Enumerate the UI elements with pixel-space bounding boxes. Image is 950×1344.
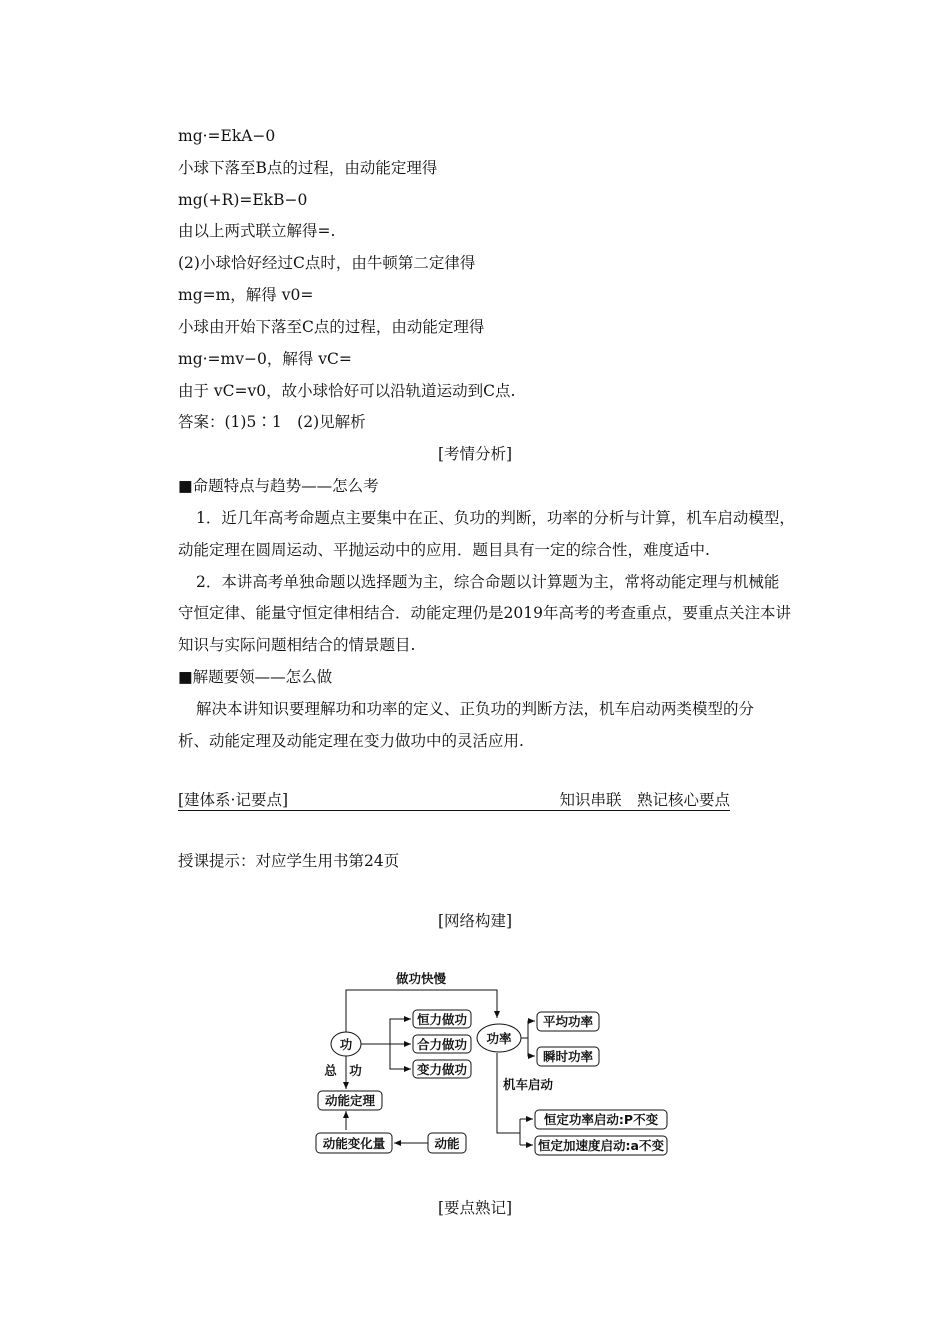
- solution-line-7: 小球由开始下落至C点的过程，由动能定理得: [178, 318, 485, 336]
- solution-line-2: 小球下落至B点的过程，由动能定理得: [178, 159, 438, 177]
- node-constant-force: 恒力做功: [416, 1012, 468, 1027]
- concept-diagram: [300, 960, 680, 1170]
- section-header-right: 知识串联 熟记核心要点: [559, 791, 730, 809]
- node-variable-force: 变力做功: [416, 1062, 468, 1077]
- analysis-title: [考情分析]: [437, 445, 513, 463]
- connector-average-power: [528, 1021, 535, 1038]
- solution-line-4: 由以上两式联立解得=.: [178, 222, 336, 240]
- solution-line-8: mg·=mv−0，解得 vC=: [178, 350, 352, 368]
- label-engine-start: 机车启动: [503, 1077, 554, 1092]
- solution-line-5: (2)小球恰好经过C点时，由牛顿第二定律得: [178, 254, 476, 272]
- trend-paragraph-1a: 1．近几年高考命题点主要集中在正、负功的判断，功率的分析与计算，机车启动模型，: [196, 509, 795, 527]
- lesson-hint: 授课提示：对应学生用书第24页: [178, 852, 400, 870]
- node-net-force: 合力做功: [416, 1037, 468, 1052]
- trend-paragraph-2c: 知识与实际问题相结合的情景题目.: [178, 636, 416, 654]
- answer-line: 答案：(1)5∶1 (2)见解析: [178, 413, 366, 431]
- trend-paragraph-1b: 动能定理在圆周运动、平抛运动中的应用．题目具有一定的综合性，难度适中.: [178, 541, 710, 559]
- trend-paragraph-2b: 守恒定律、能量守恒定律相结合．动能定理仍是2019年高考的考查重点，要重点关注本讲: [178, 604, 791, 622]
- key-points-title: [要点熟记]: [437, 1199, 513, 1217]
- method-heading: ■解题要领——怎么做: [178, 668, 333, 686]
- node-power: 功率: [486, 1031, 512, 1046]
- section-header: [178, 788, 730, 811]
- solution-line-3: mg(+R)=EkB−0: [178, 191, 308, 209]
- network-title: [网络构建]: [437, 912, 513, 930]
- node-work: 功: [339, 1037, 353, 1052]
- node-ke-change: 动能变化量: [322, 1136, 386, 1151]
- trend-paragraph-2a: 2．本讲高考单独命题以选择题为主，综合命题以计算题为主，常将动能定理与机械能: [196, 573, 780, 591]
- method-paragraph-b: 析、动能定理及动能定理在变力做功中的灵活应用.: [178, 732, 524, 750]
- solution-line-6: mg=m，解得 v0=: [178, 286, 314, 304]
- node-average-power: 平均功率: [542, 1014, 594, 1029]
- node-instant-power: 瞬时功率: [542, 1049, 594, 1064]
- connector-variable-force: [390, 1044, 411, 1069]
- section-header-left: [建体系·记要点]: [178, 791, 289, 809]
- node-theorem: 动能定理: [324, 1093, 376, 1108]
- method-paragraph-a: 解决本讲知识要理解功和功率的定义、正负功的判断方法，机车启动两类模型的分: [196, 700, 755, 718]
- connector-constant-force: [390, 1019, 411, 1044]
- connector-engine-start: [497, 1053, 520, 1133]
- solution-line-1: mg·=EkA−0: [178, 127, 276, 145]
- solution-line-9: 由于 vC=v0，故小球恰好可以沿轨道运动到C点.: [178, 382, 516, 400]
- label-top: 做功快慢: [395, 971, 447, 986]
- node-const-accel-start: 恒定加速度启动:a不变: [538, 1138, 664, 1153]
- node-ke: 动能: [434, 1136, 460, 1151]
- label-total-work: 总 功: [324, 1063, 362, 1078]
- connector-instant-power: [528, 1038, 535, 1056]
- trend-heading: ■命题特点与趋势——怎么考: [178, 477, 379, 495]
- node-const-power-start: 恒定功率启动:P不变: [543, 1112, 659, 1127]
